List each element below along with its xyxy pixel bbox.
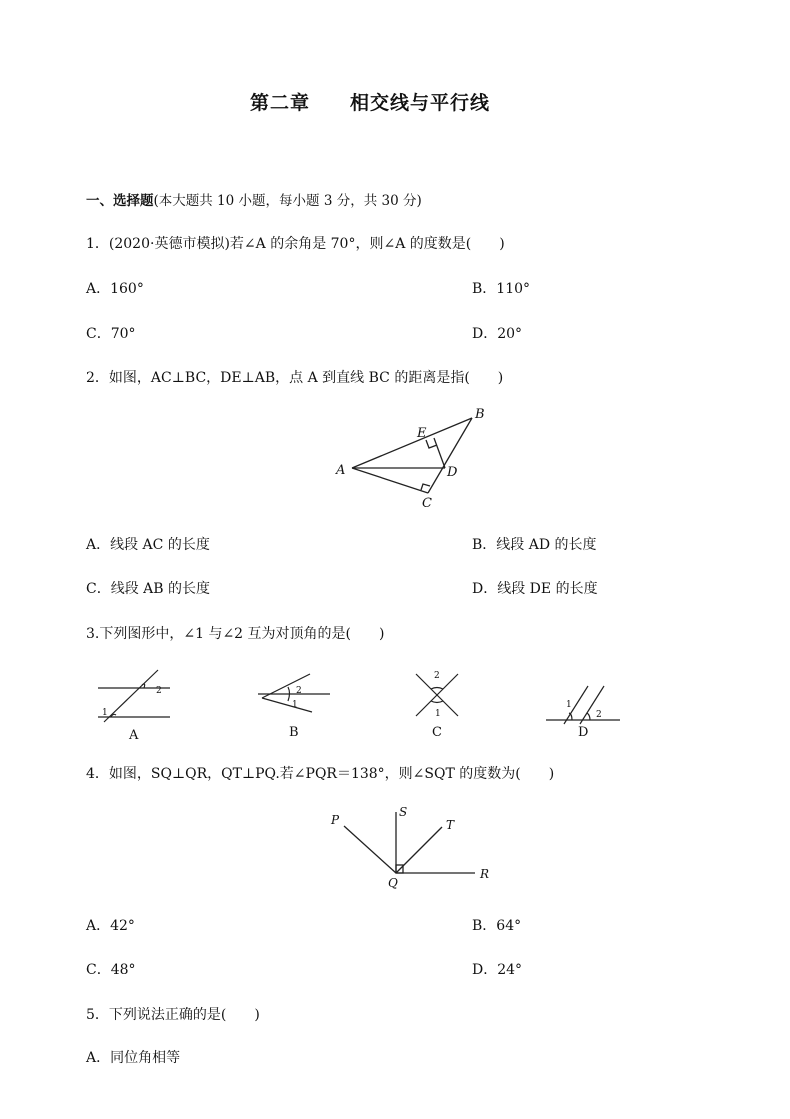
question-4-option-d[interactable]: D．24° (472, 962, 523, 978)
angle-2-mark: 2 (296, 686, 302, 696)
label-b: B (475, 407, 485, 422)
section-note: (本大题共 10 小题，每小题 3 分，共 30 分) (153, 193, 422, 209)
question-3-figure-b (256, 666, 332, 742)
question-3-figure-c (410, 662, 466, 742)
angle-1-mark: 1 (292, 700, 298, 710)
page-title (0, 88, 740, 115)
question-2-stem: 2．如图，AC⊥BC，DE⊥AB，点 A 到直线 BC 的距离是指( ) (86, 370, 504, 386)
label-q: Q (388, 876, 398, 890)
figure-caption-a: A (129, 728, 139, 742)
question-2-figure (330, 400, 500, 516)
figure-caption-d: D (578, 725, 589, 740)
question-2-option-b[interactable]: B．线段 AD 的长度 (472, 537, 597, 553)
question-1-option-b[interactable]: B．110° (472, 281, 531, 297)
question-3-figure-a (96, 666, 172, 742)
question-4-stem: 4．如图，SQ⊥QR，QT⊥PQ.若∠PQR＝138°，则∠SQT 的度数为( ) (86, 766, 555, 782)
figure-caption-b: B (289, 725, 299, 740)
question-2-option-d[interactable]: D．线段 DE 的长度 (472, 581, 598, 597)
angle-2-mark: 2 (434, 671, 440, 681)
label-t: T (446, 818, 455, 832)
question-3-figure-d (546, 676, 622, 742)
question-4-option-b[interactable]: B．64° (472, 918, 522, 934)
angle-1-mark: 1 (435, 709, 441, 719)
question-1-option-a[interactable]: A．160° (86, 281, 144, 297)
question-4-option-a[interactable]: A．42° (86, 918, 135, 934)
chapter-number: 第二章 (249, 92, 310, 114)
section-heading (86, 189, 422, 209)
angle-2-mark: 2 (596, 710, 602, 720)
chapter-name: 相交线与平行线 (350, 92, 491, 114)
question-3-stem: 3.下列图形中，∠1 与∠2 互为对顶角的是( ) (86, 626, 385, 642)
figure-caption-c: C (432, 725, 442, 740)
question-1-option-d[interactable]: D．20° (472, 326, 523, 342)
label-e: E (417, 426, 427, 441)
question-1-stem: 1．(2020·英德市模拟)若∠A 的余角是 70°，则∠A 的度数是( ) (86, 236, 505, 252)
question-2-option-a[interactable]: A．线段 AC 的长度 (86, 537, 210, 553)
angle-1-mark: 1 (566, 700, 572, 710)
question-4-figure (325, 800, 495, 892)
angle-1-mark: 1 (102, 708, 108, 718)
question-1-option-c[interactable]: C．70° (86, 326, 136, 342)
label-c: C (422, 496, 432, 511)
label-a: A (336, 463, 346, 478)
question-5-option-a[interactable]: A．同位角相等 (86, 1050, 181, 1066)
angle-2-mark: 2 (156, 686, 162, 696)
section-title: 一、选择题 (86, 193, 154, 209)
question-4-option-c[interactable]: C．48° (86, 962, 136, 978)
question-5-stem: 5．下列说法正确的是( ) (86, 1007, 260, 1023)
question-2-option-c[interactable]: C．线段 AB 的长度 (86, 581, 211, 597)
label-d: D (447, 465, 458, 480)
label-s: S (399, 805, 408, 819)
label-p: P (331, 813, 340, 827)
label-r: R (480, 867, 490, 881)
